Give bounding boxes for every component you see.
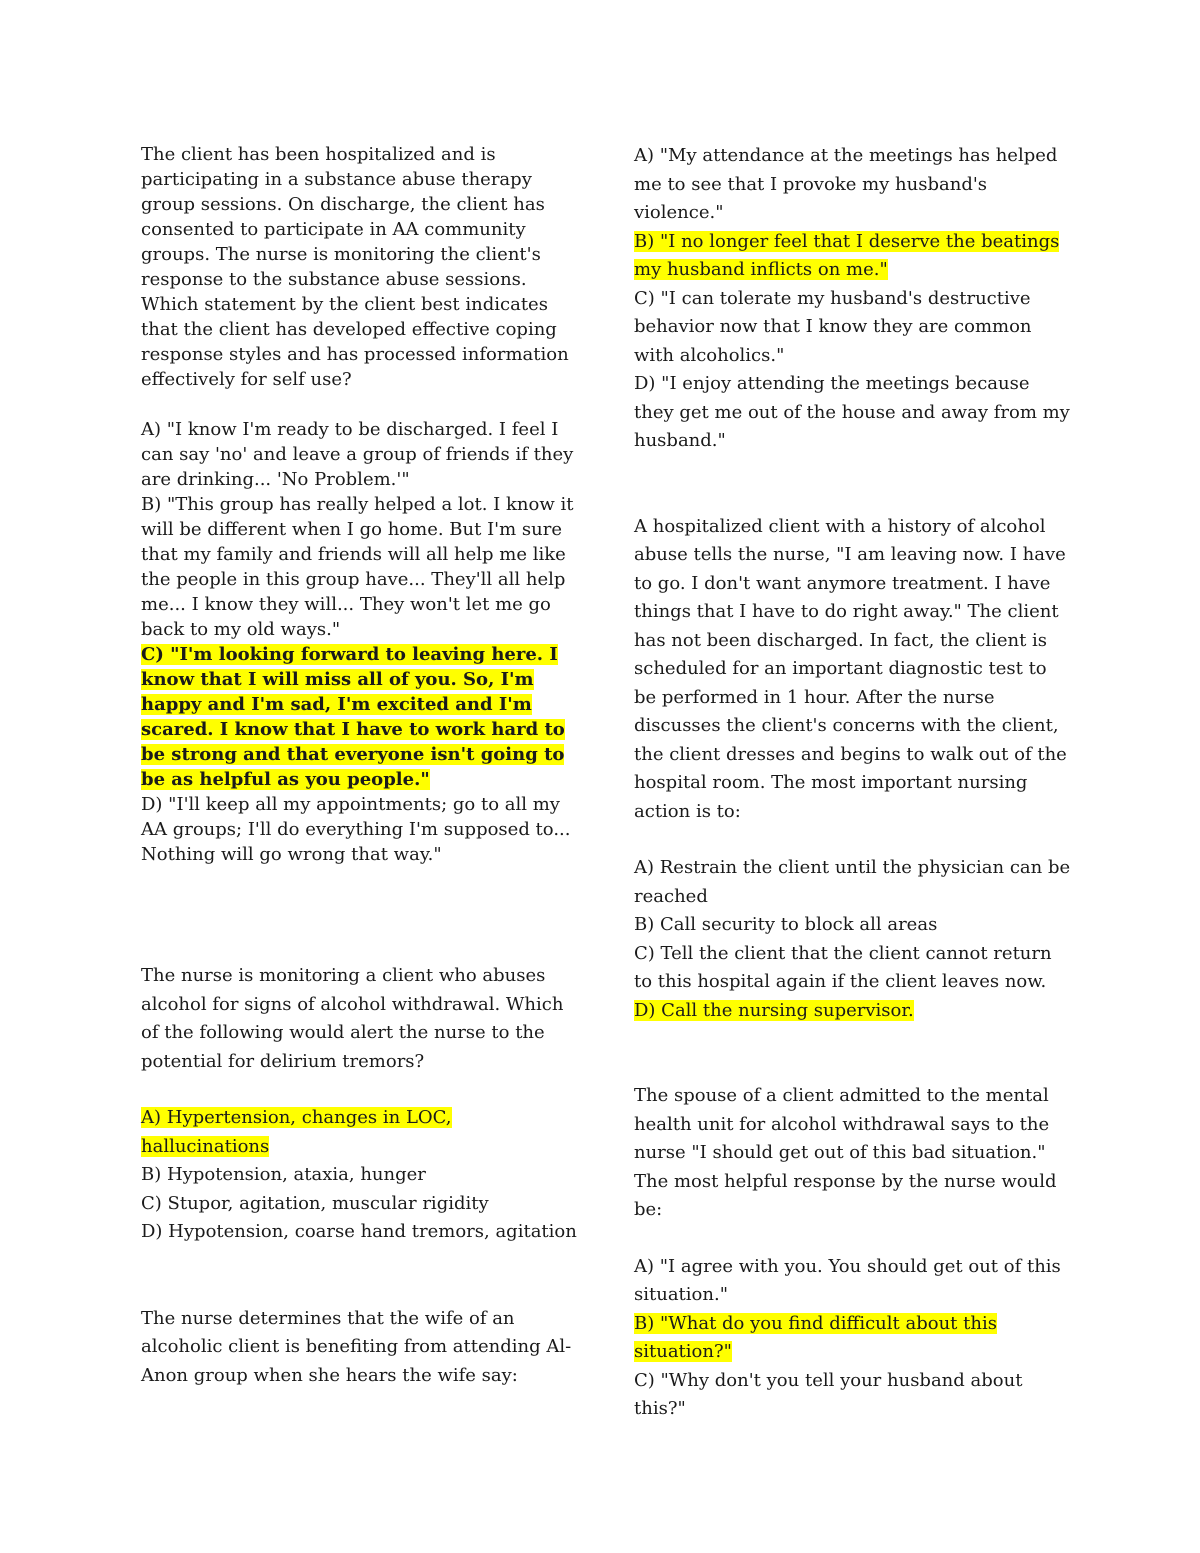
question-3 <box>141 1305 581 1391</box>
question-1-option-b: B) "This group has really helped a lot. I know it will be different when I go home. But I'm sure that my family and friends will all help me like the people in this group have... They'll all help me... I know they will... They won't let me go back to my old ways." <box>141 494 574 640</box>
right-column <box>634 142 1074 1424</box>
question-3-option-c: C) "I can tolerate my husband's destructive behavior now that I know they are common with alcoholics." <box>634 287 1032 366</box>
question-1-option-a: A) "I know I'm ready to be discharged. I feel I can say 'no' and leave a group of friends if they are drinking... 'No Problem.'" <box>141 419 574 490</box>
question-1-option-d: D) "I'll keep all my appointments; go to all my AA groups; I'll do everything I'm supposed to... Nothing will go wrong that way." <box>141 794 571 865</box>
question-5-option-a: A) "I agree with you. You should get out of this situation." <box>634 1255 1061 1305</box>
question-3-options <box>634 142 1074 456</box>
question-3-option-a: A) "My attendance at the meetings has helped me to see that I provoke my husband's violence." <box>634 145 1058 223</box>
question-2-option-c: C) Stupor, agitation, muscular rigidity <box>141 1192 489 1214</box>
question-2 <box>141 962 581 1247</box>
question-3-option-d: D) "I enjoy attending the meetings because they get me out of the house and away from my husband." <box>634 373 1070 451</box>
question-5-option-c: C) "Why don't you tell your husband about this?" <box>634 1369 1023 1419</box>
question-1-option-c-correct: C) "I'm looking forward to leaving here. I know that I will miss all of you. So, I'm happy and I'm sad, I'm excited and I'm scared. I know that I have to work hard to be strong and that everyone isn't going to be as helpful as you people." <box>141 644 565 790</box>
left-column <box>141 142 581 1390</box>
question-4-option-b: B) Call security to block all areas <box>634 914 938 935</box>
question-5-stem: The spouse of a client admitted to the mental health unit for alcohol withdrawal says to the nurse "I should get out of this bad situation." The most helpful response by the nurse would be: <box>634 1085 1057 1220</box>
question-2-option-b: B) Hypotension, ataxia, hunger <box>141 1164 426 1185</box>
question-3-stem: The nurse determines that the wife of an alcoholic client is benefiting from attending Al-Anon group when she hears the wife say: <box>141 1307 572 1386</box>
question-4-option-c: C) Tell the client that the client cannot return to this hospital again if the client leaves now. <box>634 942 1052 992</box>
question-2-option-d: D) Hypotension, coarse hand tremors, agitation <box>141 1221 577 1242</box>
question-1 <box>141 142 581 867</box>
question-4-option-a: A) Restrain the client until the physician can be reached <box>634 857 1071 907</box>
question-3-option-b-correct: B) "I no longer feel that I deserve the beatings my husband inflicts on me." <box>634 230 1060 280</box>
question-1-stem: The client has been hospitalized and is participating in a substance abuse therapy group sessions. On discharge, the client has consented to participate in AA community groups. The nurse is monitoring the client's response to the substance abuse sessions. Which statement by the client best indicates that the client has developed effective coping response styles and has processed information effectively for self use? <box>141 144 569 390</box>
question-5-option-b-correct: B) "What do you find difficult about this situation?" <box>634 1312 997 1362</box>
question-5 <box>634 1082 1074 1424</box>
question-4-option-d-correct: D) Call the nursing supervisor. <box>634 999 914 1021</box>
question-2-stem: The nurse is monitoring a client who abuses alcohol for signs of alcohol withdrawal. Which of the following would alert the nurse to the potential for delirium tremors? <box>141 965 564 1072</box>
question-2-option-a-correct: A) Hypertension, changes in LOC, hallucinations <box>141 1107 452 1157</box>
question-4-stem: A hospitalized client with a history of alcohol abuse tells the nurse, "I am leaving now. I have to go. I don't want anymore treatment. I have things that I have to do right away." The client has not been discharged. In fact, the client is scheduled for an important diagnostic test to be performed in 1 hour. After the nurse discusses the client's concerns with the client, the client dresses and begins to walk out of the hospital room. The most important nursing action is to: <box>634 515 1067 822</box>
question-4 <box>634 513 1074 1026</box>
